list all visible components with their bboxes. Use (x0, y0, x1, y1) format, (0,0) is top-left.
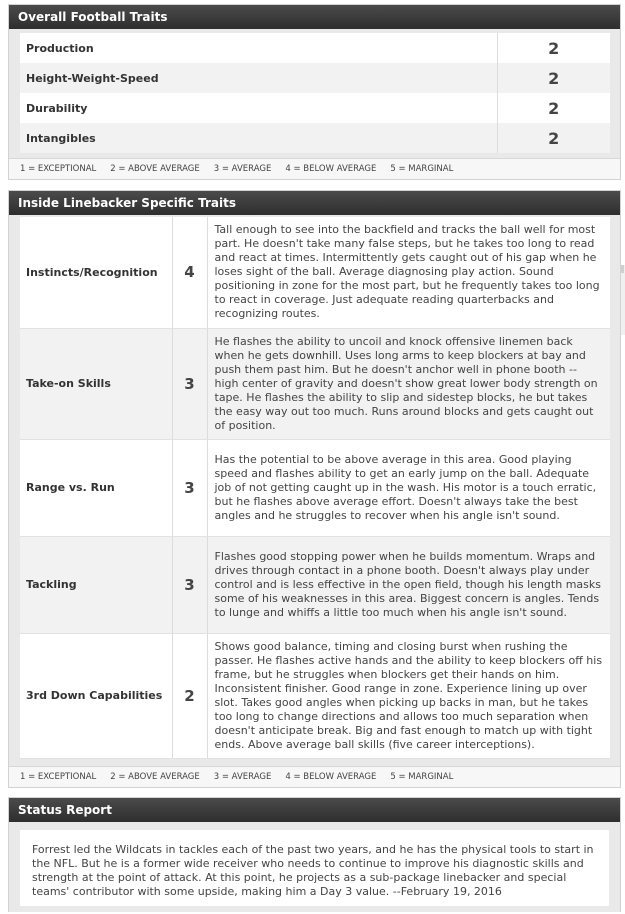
trait-label: 3rd Down Capabilities (20, 633, 172, 758)
trait-label: Height-Weight-Speed (20, 63, 497, 93)
trait-score: 4 (172, 217, 207, 328)
legend-item: 5 = MARGINAL (390, 772, 454, 782)
specific-traits-table (20, 217, 610, 759)
table-row (20, 63, 610, 93)
legend-item: 1 = EXCEPTIONAL (20, 772, 97, 782)
legend-item: 1 = EXCEPTIONAL (20, 164, 97, 174)
trait-label: Instincts/Recognition (20, 217, 172, 328)
legend-item: 2 = ABOVE AVERAGE (110, 164, 200, 174)
legend-item: 3 = AVERAGE (213, 164, 272, 174)
table-row (20, 439, 610, 536)
trait-score: 2 (497, 33, 610, 63)
legend-item: 3 = AVERAGE (213, 772, 272, 782)
trait-description: Has the potential to be above average in this area. Good playing speed and flashes ability to get an early jump on the ball. Adequate job of not getting caught up in the wash. His motor is a touch erratic, but he flashes above average effort. Doesn't always take the best angles and he struggles to recover when his angle isn't sound. (207, 439, 610, 536)
status-report-title: Status Report (9, 798, 620, 822)
status-report-panel (8, 797, 621, 912)
overall-traits-panel (8, 4, 621, 180)
trait-score: 3 (172, 439, 207, 536)
trait-description: Tall enough to see into the backfield and tracks the ball well for most part. He doesn't take many false steps, but he takes too long to read and react at times. Intermittently gets caught out of his gap when he loses sight of the ball. Average diagnosing play action. Sound positioning in zone for the most part, but he frequently takes too long to react in coverage. Just adequate reading quarterbacks and recognizing routes. (207, 217, 610, 328)
specific-traits-title: Inside Linebacker Specific Traits (9, 191, 620, 215)
table-row (20, 33, 610, 63)
table-row (20, 123, 610, 153)
table-row (20, 328, 610, 439)
trait-label: Production (20, 33, 497, 63)
trait-label: Durability (20, 93, 497, 123)
trait-description: He flashes the ability to uncoil and knock offensive linemen back when he gets downhill. Uses long arms to keep blockers at bay and push them past him. But he doesn't anchor well in phone booth -- high center of gravity and doesn't show great lower body strength on tape. He flashes the ability to slip and sidestep blocks, he but takes the easy way out too much. Runs around blocks and gets caught out of position. (207, 328, 610, 439)
trait-score: 2 (497, 93, 610, 123)
table-row (20, 633, 610, 758)
overall-traits-table (20, 33, 610, 153)
trait-score: 3 (172, 328, 207, 439)
trait-label: Range vs. Run (20, 439, 172, 536)
overall-traits-title: Overall Football Traits (9, 5, 620, 29)
trait-label: Take-on Skills (20, 328, 172, 439)
table-row (20, 217, 610, 328)
status-report-text: Forrest led the Wildcats in tackles each of the past two years, and he has the physical tools to start in the NFL. But he is a former wide receiver who needs to continue to improve his diagnostic skills and strength at the point of attack. At this point, he projects as a sub-package linebacker and special teams' contributor with some upside, making him a Day 3 value. --February 19, 2016 (20, 830, 609, 906)
score-legend (9, 158, 620, 179)
page-scrollbar-thumb[interactable] (621, 265, 624, 273)
specific-traits-panel (8, 190, 621, 788)
trait-description: Shows good balance, timing and closing burst when rushing the passer. He flashes active hands and the ability to keep blockers off his frame, but he struggles when blockers get their hands on him. Inconsistent finisher. Good range in zone. Experience lining up over slot. Takes good angles when picking up backs in man, but he takes too long to change directions and allows too much separation when doesn't anticipate break. Big and fast enough to match up with tight ends. Above average ball skills (five career interceptions). (207, 633, 610, 758)
trait-score: 2 (497, 123, 610, 153)
page-scrollbar[interactable] (621, 265, 625, 335)
trait-score: 3 (172, 536, 207, 633)
table-row (20, 93, 610, 123)
score-legend (9, 766, 620, 787)
trait-label: Tackling (20, 536, 172, 633)
trait-score: 2 (172, 633, 207, 758)
legend-item: 5 = MARGINAL (390, 164, 454, 174)
trait-label: Intangibles (20, 123, 497, 153)
legend-item: 4 = BELOW AVERAGE (285, 772, 377, 782)
table-row (20, 536, 610, 633)
legend-item: 4 = BELOW AVERAGE (285, 164, 377, 174)
legend-item: 2 = ABOVE AVERAGE (110, 772, 200, 782)
trait-score: 2 (497, 63, 610, 93)
trait-description: Flashes good stopping power when he builds momentum. Wraps and drives through contact in a phone booth. Doesn't always play under control and is less effective in the open field, though his length masks some of his weaknesses in this area. Biggest concern is angles. Tends to lunge and whiffs a little too much when his angle isn't sound. (207, 536, 610, 633)
